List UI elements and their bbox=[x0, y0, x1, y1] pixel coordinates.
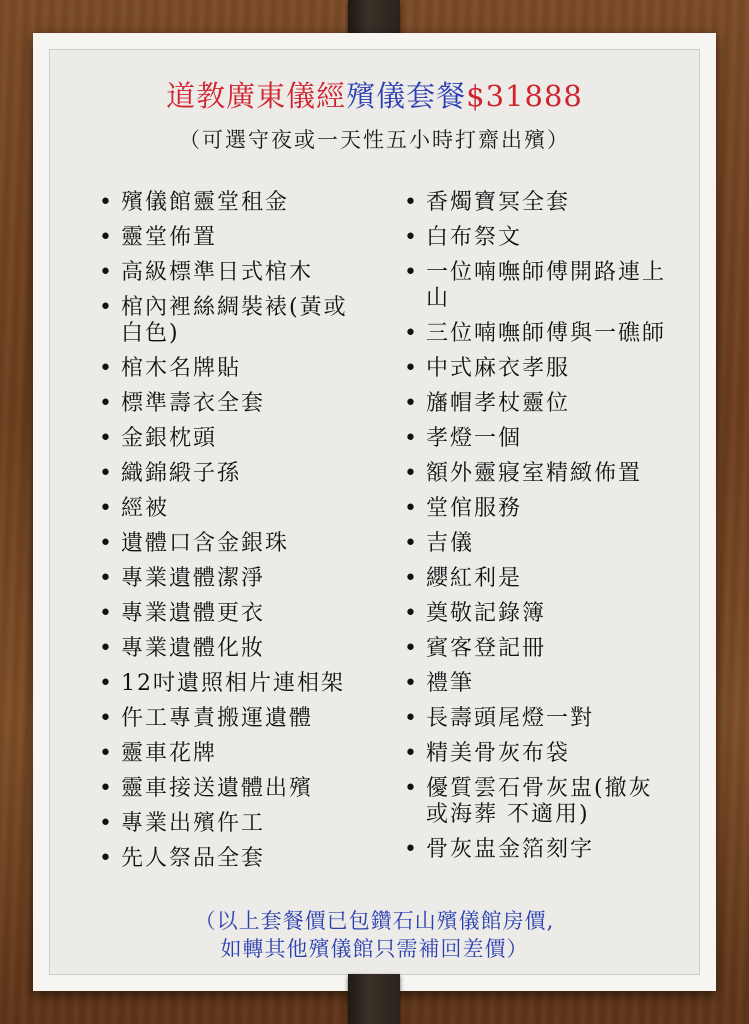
list-item-text: 專業遺體更衣 bbox=[121, 601, 266, 626]
list-item bbox=[402, 225, 672, 251]
bullet-icon: • bbox=[99, 295, 114, 320]
list-item bbox=[402, 190, 672, 216]
list-item bbox=[97, 811, 359, 837]
list-item bbox=[402, 601, 672, 627]
list-item bbox=[402, 356, 672, 382]
list-item bbox=[97, 295, 359, 347]
list-item bbox=[97, 356, 359, 382]
list-item-text: 靈車接送遺體出殯 bbox=[121, 776, 314, 801]
list-item-text: 標準壽衣全套 bbox=[121, 391, 266, 416]
bullet-icon: • bbox=[99, 531, 114, 556]
list-item-text: 白布祭文 bbox=[426, 225, 523, 250]
list-item bbox=[402, 566, 672, 592]
bullet-icon: • bbox=[404, 461, 419, 486]
list-item-text: 額外靈寢室精緻佈置 bbox=[426, 461, 643, 486]
list-item bbox=[97, 391, 359, 417]
list-item bbox=[97, 636, 359, 662]
footnote-line-2: 如轉其他殯儀館只需補回差價） bbox=[220, 937, 529, 961]
list-item bbox=[97, 225, 359, 251]
list-item-text: 優質雲石骨灰盅(撤灰或海葬 不適用) bbox=[426, 776, 653, 827]
list-item-text: 香燭寶冥全套 bbox=[426, 190, 571, 215]
list-item bbox=[97, 190, 359, 216]
bullet-icon: • bbox=[99, 356, 114, 381]
list-item-text: 遺體口含金銀珠 bbox=[121, 531, 290, 556]
list-item bbox=[97, 566, 359, 592]
left-item-list bbox=[97, 190, 359, 881]
list-item-text: 纓紅利是 bbox=[426, 566, 523, 591]
list-item-text: 經被 bbox=[121, 496, 170, 521]
bullet-icon: • bbox=[99, 225, 114, 250]
list-item-text: 殯儀館靈堂租金 bbox=[121, 190, 290, 215]
list-item-text: 長壽頭尾燈一對 bbox=[426, 706, 595, 731]
list-item-text: 專業遺體化妝 bbox=[121, 636, 266, 661]
list-item bbox=[402, 496, 672, 522]
list-item bbox=[97, 531, 359, 557]
bullet-icon: • bbox=[404, 356, 419, 381]
bullet-icon: • bbox=[99, 190, 114, 215]
list-item-text: 奠敬記錄簿 bbox=[426, 601, 547, 626]
list-item-text: 賓客登記冊 bbox=[426, 636, 547, 661]
bullet-icon: • bbox=[99, 636, 114, 661]
list-item-text: 精美骨灰布袋 bbox=[426, 741, 571, 766]
bullet-icon: • bbox=[99, 496, 114, 521]
bullet-icon: • bbox=[99, 706, 114, 731]
bullet-icon: • bbox=[404, 260, 419, 285]
bullet-icon: • bbox=[99, 260, 114, 285]
list-item-text: 先人祭品全套 bbox=[121, 846, 266, 871]
list-item-text: 三位喃嘸師傅與一礁師 bbox=[426, 321, 667, 346]
list-item bbox=[97, 776, 359, 802]
clipboard-clip-bottom bbox=[348, 974, 400, 1024]
right-item-list bbox=[402, 190, 672, 872]
list-item-text: 吉儀 bbox=[426, 531, 475, 556]
bullet-icon: • bbox=[404, 636, 419, 661]
list-item-text: 骨灰盅金箔刻字 bbox=[426, 837, 595, 862]
list-item-text: 專業遺體潔淨 bbox=[121, 566, 266, 591]
bullet-icon: • bbox=[404, 566, 419, 591]
bullet-icon: • bbox=[404, 706, 419, 731]
bullet-icon: • bbox=[404, 837, 419, 862]
footnote bbox=[0, 907, 749, 963]
bullet-icon: • bbox=[404, 496, 419, 521]
bullet-icon: • bbox=[99, 426, 114, 451]
bullet-icon: • bbox=[99, 846, 114, 871]
bullet-icon: • bbox=[404, 601, 419, 626]
list-item bbox=[97, 741, 359, 767]
list-item-text: 高級標準日式棺木 bbox=[121, 260, 314, 285]
title-price: $31888 bbox=[466, 79, 583, 113]
bullet-icon: • bbox=[404, 391, 419, 416]
footnote-line-1: （以上套餐價已包鑽石山殯儀館房價, bbox=[194, 909, 555, 933]
list-item-text: 旛帽孝杖靈位 bbox=[426, 391, 571, 416]
list-item bbox=[402, 776, 672, 828]
list-item-text: 12吋遺照相片連相架 bbox=[121, 671, 345, 696]
list-item bbox=[402, 461, 672, 487]
bullet-icon: • bbox=[404, 671, 419, 696]
bullet-icon: • bbox=[404, 225, 419, 250]
list-item bbox=[97, 706, 359, 732]
bullet-icon: • bbox=[404, 426, 419, 451]
page-subtitle: （可選守夜或一天性五小時打齋出殯） bbox=[179, 128, 570, 152]
list-item-text: 棺木名牌貼 bbox=[121, 356, 242, 381]
list-item-text: 棺內裡絲綢裝裱(黃或白色) bbox=[121, 295, 348, 346]
list-item bbox=[402, 837, 672, 863]
bullet-icon: • bbox=[404, 776, 419, 801]
list-item bbox=[97, 426, 359, 452]
bullet-icon: • bbox=[99, 566, 114, 591]
list-item bbox=[402, 260, 672, 312]
bullet-icon: • bbox=[99, 741, 114, 766]
list-item bbox=[402, 636, 672, 662]
list-item bbox=[402, 426, 672, 452]
list-item-text: 靈車花牌 bbox=[121, 741, 218, 766]
bullet-icon: • bbox=[99, 811, 114, 836]
bullet-icon: • bbox=[99, 601, 114, 626]
list-item bbox=[97, 846, 359, 872]
bullet-icon: • bbox=[404, 531, 419, 556]
bullet-icon: • bbox=[404, 741, 419, 766]
list-item-text: 禮筆 bbox=[426, 671, 475, 696]
list-item bbox=[402, 741, 672, 767]
bullet-icon: • bbox=[99, 671, 114, 696]
list-item bbox=[402, 706, 672, 732]
list-item-text: 中式麻衣孝服 bbox=[426, 356, 571, 381]
list-item bbox=[402, 531, 672, 557]
list-item bbox=[402, 391, 672, 417]
list-item-text: 靈堂佈置 bbox=[121, 225, 218, 250]
list-item bbox=[97, 671, 359, 697]
list-item bbox=[97, 260, 359, 286]
list-item-text: 孝燈一個 bbox=[426, 426, 523, 451]
list-item bbox=[97, 601, 359, 627]
list-item bbox=[402, 321, 672, 347]
bullet-icon: • bbox=[404, 190, 419, 215]
title-religion-part: 道教廣東儀經 bbox=[166, 79, 347, 113]
title-package-part: 殯儀套餐 bbox=[346, 79, 467, 113]
list-item-text: 堂倌服務 bbox=[426, 496, 523, 521]
bullet-icon: • bbox=[99, 776, 114, 801]
list-item-text: 專業出殯仵工 bbox=[121, 811, 266, 836]
list-item bbox=[97, 496, 359, 522]
list-item-text: 仵工專責搬運遺體 bbox=[121, 706, 314, 731]
bullet-icon: • bbox=[99, 461, 114, 486]
list-item-text: 織錦緞子孫 bbox=[121, 461, 242, 486]
list-item bbox=[97, 461, 359, 487]
bullet-icon: • bbox=[99, 391, 114, 416]
list-item-text: 金銀枕頭 bbox=[121, 426, 218, 451]
bullet-icon: • bbox=[404, 321, 419, 346]
list-item bbox=[402, 671, 672, 697]
page-title bbox=[0, 74, 749, 115]
list-item-text: 一位喃嘸師傅開路連上山 bbox=[426, 260, 667, 311]
